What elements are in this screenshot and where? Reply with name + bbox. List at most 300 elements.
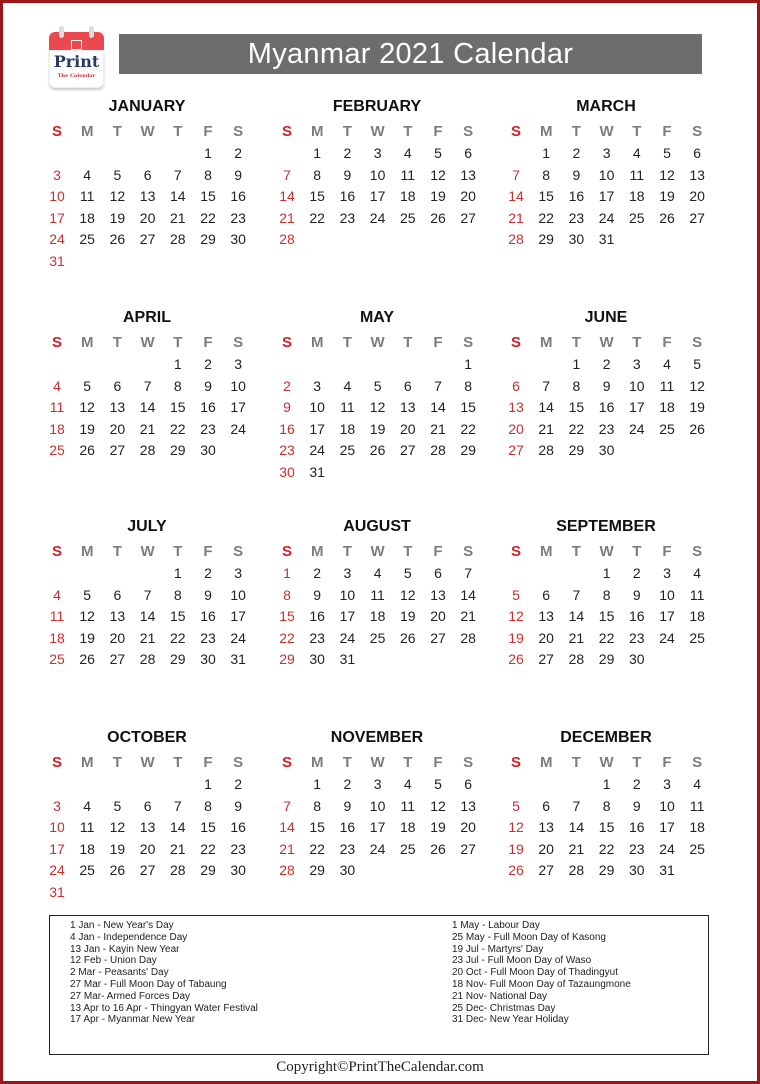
day-cell: 17 xyxy=(49,209,65,226)
month-name: OCTOBER xyxy=(107,729,187,746)
day-cell: 12 xyxy=(508,608,524,625)
day-cell: 6 xyxy=(143,166,152,183)
day-cell: 25 xyxy=(369,629,386,646)
day-cell: 9 xyxy=(343,166,352,183)
day-cell: 22 xyxy=(460,420,476,437)
day-cell: 18 xyxy=(79,209,95,226)
day-cell: 8 xyxy=(602,586,611,603)
day-cell: 17 xyxy=(629,399,645,416)
day-cell: 20 xyxy=(508,420,524,437)
weekday-header: S xyxy=(463,334,474,351)
weekday-header: M xyxy=(80,334,94,351)
day-cell: 18 xyxy=(79,840,95,857)
day-cell: 2 xyxy=(204,565,212,581)
month-name: MAY xyxy=(359,309,395,326)
weekday-header: F xyxy=(203,123,213,140)
day-cell: 2 xyxy=(234,776,243,792)
weekday-header: T xyxy=(342,123,352,140)
day-cell: 13 xyxy=(460,797,476,814)
day-cell: 13 xyxy=(109,608,126,625)
day-cell: 11 xyxy=(49,608,65,625)
copyright-text: Copyright©PrintTheCalendar.com xyxy=(276,1059,484,1075)
day-cell: 21 xyxy=(538,420,554,437)
day-cell: 9 xyxy=(602,377,611,394)
weekday-header: W xyxy=(140,123,155,140)
day-cell: 24 xyxy=(339,629,356,646)
day-cell: 10 xyxy=(629,377,645,394)
day-cell: 3 xyxy=(343,565,352,581)
weekday-header: W xyxy=(140,334,155,351)
day-cell: 9 xyxy=(204,586,212,603)
weekday-header: S xyxy=(281,123,292,140)
day-cell: 8 xyxy=(572,377,581,394)
day-cell: 1 xyxy=(204,776,212,792)
day-cell: 27 xyxy=(508,442,524,459)
day-cell: 16 xyxy=(230,819,246,836)
holiday-item: 31 Dec- New Year Holiday xyxy=(452,1014,569,1026)
day-cell: 30 xyxy=(339,862,356,879)
day-cell: 14 xyxy=(430,399,446,416)
day-cell: 14 xyxy=(568,608,585,625)
weekday-header: F xyxy=(662,754,672,771)
day-cell: 25 xyxy=(49,651,65,668)
weekday-header: M xyxy=(310,754,324,771)
day-cell: 14 xyxy=(139,608,156,625)
day-cell: 8 xyxy=(313,166,322,183)
holiday-item: 20 Oct - Full Moon Day of Thadingyut xyxy=(452,967,619,979)
day-cell: 22 xyxy=(568,420,585,437)
holiday-item: 25 Dec- Christmas Day xyxy=(452,1002,556,1014)
day-cell: 7 xyxy=(173,797,182,814)
day-cell: 24 xyxy=(659,840,675,857)
day-cell: 6 xyxy=(434,565,442,581)
day-cell: 7 xyxy=(542,377,551,394)
day-cell: 31 xyxy=(230,651,246,668)
day-cell: 13 xyxy=(538,608,554,625)
day-cell: 26 xyxy=(79,442,95,459)
day-cell: 5 xyxy=(373,377,382,394)
day-cell: 27 xyxy=(538,651,554,668)
day-cell: 15 xyxy=(170,608,186,625)
day-cell: 27 xyxy=(109,651,126,668)
day-cell: 13 xyxy=(460,166,476,183)
day-cell: 6 xyxy=(143,797,152,814)
day-cell: 31 xyxy=(309,464,325,480)
day-cell: 14 xyxy=(460,586,476,603)
day-cell: 21 xyxy=(568,840,585,857)
calendar-icon xyxy=(49,32,104,50)
day-cell: 27 xyxy=(400,442,416,459)
weekday-header: S xyxy=(233,123,244,140)
day-cell: 7 xyxy=(143,586,152,603)
holiday-item: 18 Nov- Full Moon Day of Tazaungmone xyxy=(452,978,631,990)
weekday-header: S xyxy=(692,754,703,771)
day-cell: 5 xyxy=(434,145,442,161)
day-cell: 28 xyxy=(538,442,554,459)
day-cell: 26 xyxy=(79,651,95,668)
weekday-header: T xyxy=(632,334,642,351)
day-cell: 26 xyxy=(508,651,524,668)
day-cell: 3 xyxy=(53,797,61,814)
day-cell: 15 xyxy=(460,399,476,416)
day-cell: 16 xyxy=(568,188,585,205)
day-cell: 20 xyxy=(400,420,416,437)
weekday-header: M xyxy=(310,334,324,351)
day-cell: 26 xyxy=(400,629,416,646)
weekday-header: W xyxy=(370,123,385,140)
day-cell: 26 xyxy=(369,442,386,459)
day-cell: 31 xyxy=(659,862,675,879)
day-cell: 18 xyxy=(400,188,416,205)
day-cell: 14 xyxy=(279,188,295,205)
day-cell: 5 xyxy=(83,586,92,603)
day-cell: 30 xyxy=(629,651,645,668)
day-cell: 1 xyxy=(602,776,611,792)
day-cell: 7 xyxy=(572,586,581,603)
day-cell: 12 xyxy=(430,797,446,814)
day-cell: 14 xyxy=(279,819,295,836)
weekday-header: W xyxy=(599,543,614,560)
day-cell: 16 xyxy=(339,188,356,205)
day-cell: 28 xyxy=(460,629,476,646)
weekday-header: T xyxy=(342,543,352,560)
day-cell: 12 xyxy=(79,399,95,416)
weekday-header: M xyxy=(310,123,324,140)
day-cell: 17 xyxy=(598,188,615,205)
day-cell: 16 xyxy=(200,608,216,625)
weekday-header: S xyxy=(51,543,62,560)
weekday-header: T xyxy=(112,123,122,140)
day-cell: 26 xyxy=(659,209,675,226)
day-cell: 2 xyxy=(204,356,212,372)
weekday-header: S xyxy=(463,754,474,771)
month-name: DECEMBER xyxy=(560,729,652,746)
weekday-header: S xyxy=(233,334,244,351)
day-cell: 30 xyxy=(230,231,246,248)
day-cell: 22 xyxy=(598,629,615,646)
day-cell: 17 xyxy=(369,819,386,836)
day-cell: 29 xyxy=(568,442,585,459)
day-cell: 25 xyxy=(49,442,65,459)
day-cell: 6 xyxy=(512,377,520,394)
day-cell: 12 xyxy=(109,188,126,205)
day-cell: 23 xyxy=(598,420,615,437)
month-name: JANUARY xyxy=(108,98,186,115)
day-cell: 8 xyxy=(602,797,611,814)
day-cell: 24 xyxy=(659,629,675,646)
day-cell: 31 xyxy=(339,651,356,668)
weekday-header: S xyxy=(463,543,474,560)
weekday-header: T xyxy=(632,754,642,771)
day-cell: 8 xyxy=(173,586,182,603)
day-cell: 20 xyxy=(109,420,126,437)
weekday-header: S xyxy=(510,543,521,560)
day-cell: 21 xyxy=(460,608,476,625)
day-cell: 20 xyxy=(430,608,446,625)
day-cell: 26 xyxy=(109,862,126,879)
day-cell: 8 xyxy=(313,797,322,814)
day-cell: 18 xyxy=(49,420,65,437)
day-cell: 18 xyxy=(49,629,65,646)
day-cell: 25 xyxy=(689,629,705,646)
day-cell: 16 xyxy=(279,420,295,437)
day-cell: 28 xyxy=(139,651,156,668)
day-cell: 4 xyxy=(83,166,92,183)
day-cell: 18 xyxy=(629,188,645,205)
day-cell: 25 xyxy=(400,209,416,226)
day-cell: 1 xyxy=(572,356,581,372)
day-cell: 26 xyxy=(430,840,446,857)
day-cell: 27 xyxy=(139,231,156,248)
day-cell: 29 xyxy=(170,651,186,668)
weekday-header: W xyxy=(370,543,385,560)
day-cell: 23 xyxy=(339,209,356,226)
month-name: JULY xyxy=(127,518,167,535)
day-cell: 4 xyxy=(403,145,412,161)
day-cell: 26 xyxy=(430,209,446,226)
weekday-header: T xyxy=(342,754,352,771)
day-cell: 9 xyxy=(572,166,581,183)
day-cell: 30 xyxy=(629,862,645,879)
day-cell: 16 xyxy=(598,399,615,416)
weekday-header: W xyxy=(599,754,614,771)
day-cell: 29 xyxy=(598,862,615,879)
day-cell: 9 xyxy=(234,166,243,183)
weekday-header: T xyxy=(173,334,183,351)
day-cell: 24 xyxy=(369,209,386,226)
weekday-header: W xyxy=(370,754,385,771)
weekday-header: T xyxy=(173,543,183,560)
day-cell: 8 xyxy=(542,166,551,183)
day-cell: 19 xyxy=(109,209,126,226)
day-cell: 21 xyxy=(139,629,156,646)
day-cell: 14 xyxy=(508,188,524,205)
day-cell: 26 xyxy=(508,862,524,879)
day-cell: 15 xyxy=(568,399,585,416)
day-cell: 12 xyxy=(508,819,524,836)
weekday-header: W xyxy=(140,543,155,560)
day-cell: 11 xyxy=(400,166,416,183)
day-cell: 24 xyxy=(230,629,246,646)
day-cell: 6 xyxy=(542,797,551,814)
day-cell: 3 xyxy=(53,166,61,183)
day-cell: 28 xyxy=(508,231,524,248)
day-cell: 29 xyxy=(279,651,295,668)
day-cell: 19 xyxy=(369,420,386,437)
day-cell: 17 xyxy=(659,608,675,625)
day-cell: 20 xyxy=(538,629,554,646)
day-cell: 8 xyxy=(204,797,212,814)
day-cell: 1 xyxy=(313,145,322,161)
day-cell: 13 xyxy=(400,399,416,416)
day-cell: 11 xyxy=(79,188,95,205)
day-cell: 17 xyxy=(309,420,325,437)
day-cell: 2 xyxy=(234,145,243,161)
day-cell: 21 xyxy=(430,420,446,437)
day-cell: 6 xyxy=(113,377,122,394)
day-cell: 25 xyxy=(689,840,705,857)
day-cell: 8 xyxy=(204,166,212,183)
holiday-item: 13 Apr to 16 Apr - Thingyan Water Festival xyxy=(70,1002,258,1014)
day-cell: 2 xyxy=(283,377,291,394)
day-cell: 28 xyxy=(170,862,186,879)
day-cell: 15 xyxy=(200,188,216,205)
holiday-item: 1 May - Labour Day xyxy=(452,920,540,931)
day-cell: 17 xyxy=(339,608,356,625)
weekday-header: T xyxy=(112,754,122,771)
day-cell: 22 xyxy=(598,840,615,857)
day-cell: 16 xyxy=(200,399,216,416)
day-cell: 29 xyxy=(460,442,476,459)
weekday-header: S xyxy=(281,543,292,560)
day-cell: 23 xyxy=(230,209,246,226)
day-cell: 21 xyxy=(508,209,524,226)
weekday-header: M xyxy=(539,334,553,351)
day-cell: 3 xyxy=(234,565,243,581)
day-cell: 29 xyxy=(200,862,216,879)
day-cell: 6 xyxy=(113,586,122,603)
day-cell: 20 xyxy=(460,819,476,836)
day-cell: 27 xyxy=(109,442,126,459)
day-cell: 4 xyxy=(663,356,671,372)
weekday-header: S xyxy=(233,543,244,560)
day-cell: 5 xyxy=(693,356,702,372)
day-cell: 1 xyxy=(313,776,322,792)
day-cell: 1 xyxy=(173,356,182,372)
weekday-header: T xyxy=(173,123,183,140)
print-the-calendar-logo[interactable] xyxy=(49,26,104,89)
day-cell: 24 xyxy=(629,420,645,437)
day-cell: 15 xyxy=(309,819,325,836)
weekday-header: F xyxy=(203,754,213,771)
day-cell: 19 xyxy=(430,188,446,205)
day-cell: 11 xyxy=(689,797,705,814)
day-cell: 30 xyxy=(568,231,585,248)
day-cell: 27 xyxy=(538,862,554,879)
day-cell: 3 xyxy=(663,565,671,581)
day-cell: 17 xyxy=(369,188,386,205)
day-cell: 15 xyxy=(279,608,295,625)
weekday-header: S xyxy=(233,754,244,771)
day-cell: 24 xyxy=(49,231,65,248)
weekday-header: W xyxy=(599,123,614,140)
day-cell: 28 xyxy=(279,231,295,248)
day-cell: 19 xyxy=(400,608,416,625)
month-name: NOVEMBER xyxy=(330,729,424,746)
day-cell: 10 xyxy=(659,586,675,603)
day-cell: 31 xyxy=(49,884,65,900)
weekday-header: S xyxy=(463,123,474,140)
weekday-header: M xyxy=(539,754,553,771)
day-cell: 2 xyxy=(572,145,581,161)
weekday-header: W xyxy=(140,754,155,771)
day-cell: 12 xyxy=(369,399,386,416)
day-cell: 22 xyxy=(200,840,216,857)
weekday-header: S xyxy=(51,754,62,771)
weekday-header: F xyxy=(203,543,213,560)
weekday-header: T xyxy=(342,334,352,351)
day-cell: 13 xyxy=(430,586,446,603)
day-cell: 27 xyxy=(430,629,446,646)
day-cell: 15 xyxy=(170,399,186,416)
day-cell: 20 xyxy=(460,188,476,205)
day-cell: 24 xyxy=(598,209,615,226)
logo-subtext: The Calendar xyxy=(57,73,96,79)
day-cell: 21 xyxy=(568,629,585,646)
day-cell: 20 xyxy=(689,188,705,205)
day-cell: 17 xyxy=(230,399,246,416)
weekday-header: F xyxy=(662,334,672,351)
day-cell: 23 xyxy=(200,629,216,646)
day-cell: 4 xyxy=(693,565,702,581)
day-cell: 11 xyxy=(340,399,355,416)
day-cell: 21 xyxy=(170,840,186,857)
weekday-header: S xyxy=(692,123,703,140)
day-cell: 13 xyxy=(109,399,126,416)
day-cell: 1 xyxy=(173,565,182,581)
day-cell: 24 xyxy=(309,442,325,459)
day-cell: 3 xyxy=(313,377,322,394)
logo-text: Print xyxy=(53,52,100,71)
day-cell: 2 xyxy=(602,356,611,372)
day-cell: 10 xyxy=(339,586,356,603)
day-cell: 26 xyxy=(109,231,126,248)
weekday-header: F xyxy=(433,123,443,140)
day-cell: 19 xyxy=(79,420,95,437)
day-cell: 15 xyxy=(598,608,615,625)
day-cell: 7 xyxy=(572,797,581,814)
day-cell: 17 xyxy=(659,819,675,836)
day-cell: 29 xyxy=(598,651,615,668)
day-cell: 14 xyxy=(139,399,156,416)
holiday-list-left xyxy=(70,920,258,1026)
day-cell: 23 xyxy=(230,840,246,857)
day-cell: 30 xyxy=(200,651,216,668)
day-cell: 9 xyxy=(313,586,322,603)
day-cell: 19 xyxy=(689,399,705,416)
day-cell: 18 xyxy=(689,819,705,836)
day-cell: 12 xyxy=(430,166,446,183)
day-cell: 15 xyxy=(200,819,216,836)
day-cell: 14 xyxy=(170,819,186,836)
day-cell: 8 xyxy=(283,586,291,603)
day-cell: 3 xyxy=(373,776,382,792)
weekday-header: S xyxy=(281,334,292,351)
day-cell: 4 xyxy=(343,377,352,394)
day-cell: 4 xyxy=(53,586,61,603)
day-cell: 4 xyxy=(632,145,641,161)
day-cell: 23 xyxy=(200,420,216,437)
holiday-item: 25 May - Full Moon Day of Kasong xyxy=(452,931,606,943)
weekday-header: M xyxy=(80,754,94,771)
day-cell: 10 xyxy=(659,797,675,814)
day-cell: 10 xyxy=(369,166,386,183)
day-cell: 7 xyxy=(464,565,473,581)
day-cell: 16 xyxy=(309,608,325,625)
day-cell: 4 xyxy=(693,776,702,792)
day-cell: 14 xyxy=(538,399,554,416)
holiday-item: 13 Jan - Kayin New Year xyxy=(70,943,180,955)
day-cell: 25 xyxy=(79,862,95,879)
day-cell: 3 xyxy=(234,356,243,372)
day-cell: 7 xyxy=(173,166,182,183)
weekday-header: M xyxy=(80,543,94,560)
day-cell: 1 xyxy=(542,145,551,161)
month-name: JUNE xyxy=(584,309,628,326)
month-name: AUGUST xyxy=(343,518,411,535)
day-cell: 21 xyxy=(279,209,295,226)
day-cell: 7 xyxy=(434,377,442,394)
